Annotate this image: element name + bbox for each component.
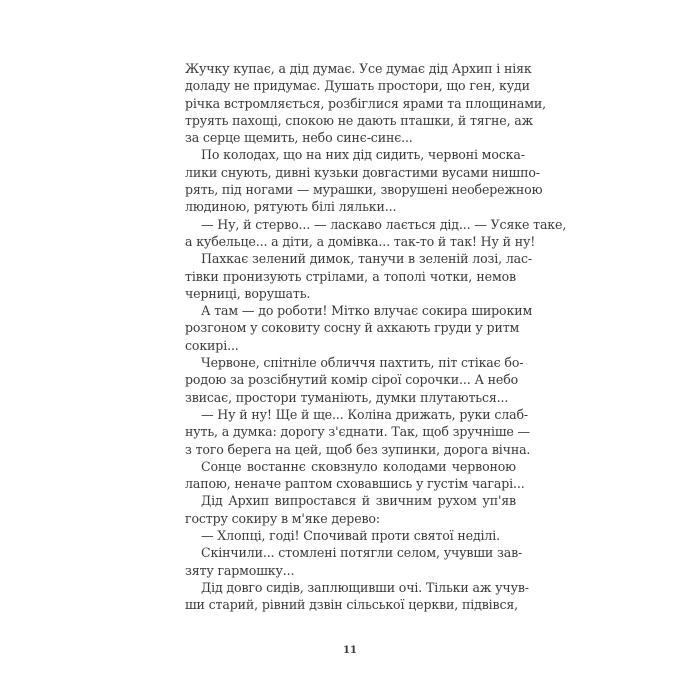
body-text [185, 60, 567, 614]
text-line: Скінчили... стомлені потягли селом, учувши зав- [201, 545, 523, 561]
text-line: гостру сокиру в м'яке дерево: [185, 510, 380, 526]
text-line: Жучку купає, а дід думає. Усе думає дід Архип і ніяк [185, 61, 532, 76]
text-line: Дід довго сидів, заплющивши очі. Тільки аж учув- [201, 579, 529, 595]
text-line: лапою, неначе раптом сховавшись у густім чагарі... [185, 476, 525, 492]
text-line: а кубельце... а діти, а домівка... так-то й так! Ну й ну! [185, 233, 536, 249]
text-line: Пахкає зелений димок, танучи в зеленій лозі, лас- [201, 251, 533, 267]
text-line: тівки пронизують стрілами, а тополі чотки, немов [185, 268, 516, 284]
text-line: черниці, ворушать. [185, 285, 311, 301]
text-line: По колодах, що на них дід сидить, червоні моска- [201, 147, 525, 163]
page-number: 11 [343, 645, 357, 656]
text-line: Сонце востаннє сковзнуло колодами червоною [201, 458, 516, 474]
text-line: річка встромляється, розбіглися ярами та площинами, [185, 95, 547, 111]
text-line: зяту гармошку... [185, 562, 295, 578]
text-line: Дід Архип випростався й звичним рухом уп'яв [201, 493, 516, 509]
text-line: доладу не придумає. Душать простори, що ген, куди [185, 78, 530, 94]
text-line: труять пахощі, спокою не дають пташки, й тягне, аж [185, 112, 534, 128]
text-line: — Хлопці, годі! Спочивай проти святої неділі. [201, 528, 501, 544]
text-line: звисає, простори туманіють, думки плутаються... [185, 389, 509, 405]
text-line: — Ну, й стерво... — ласкаво лається дід... — Усяке таке, [201, 216, 567, 232]
text-line: з того берега на цей, щоб без зупинки, дорога вічна. [185, 441, 531, 457]
text-line: розгоном у соковиту сосну й ахкають груди у ритм [185, 320, 520, 336]
text-line: нуть, а думка: дорогу з'єднати. Так, щоб зручніше — [185, 424, 530, 440]
text-line: — Ну й ну! Ще й ще... Коліна дрижать, руки слаб- [201, 406, 528, 422]
text-line: сокирі... [185, 337, 239, 353]
text-line: ши старий, рівний дзвін сільської церкви, підвівся, [185, 597, 519, 613]
text-line: родою за розсібнутий комір сірої сорочки... А небо [185, 372, 519, 388]
text-line: А там — до роботи! Мітко влучає сокира широким [201, 303, 533, 319]
text-line: рять, під ногами — мурашки, зворушені необережною [185, 182, 543, 198]
text-line: Червоне, спітніле обличчя пахтить, піт стікає бо- [201, 355, 524, 371]
text-line: за серце щемить, небо синє-синє... [185, 130, 413, 146]
text-line: лики снують, дивні кузьки довгастими вусами нишпо- [185, 164, 540, 180]
text-line: людиною, рятують білі ляльки... [185, 199, 397, 215]
